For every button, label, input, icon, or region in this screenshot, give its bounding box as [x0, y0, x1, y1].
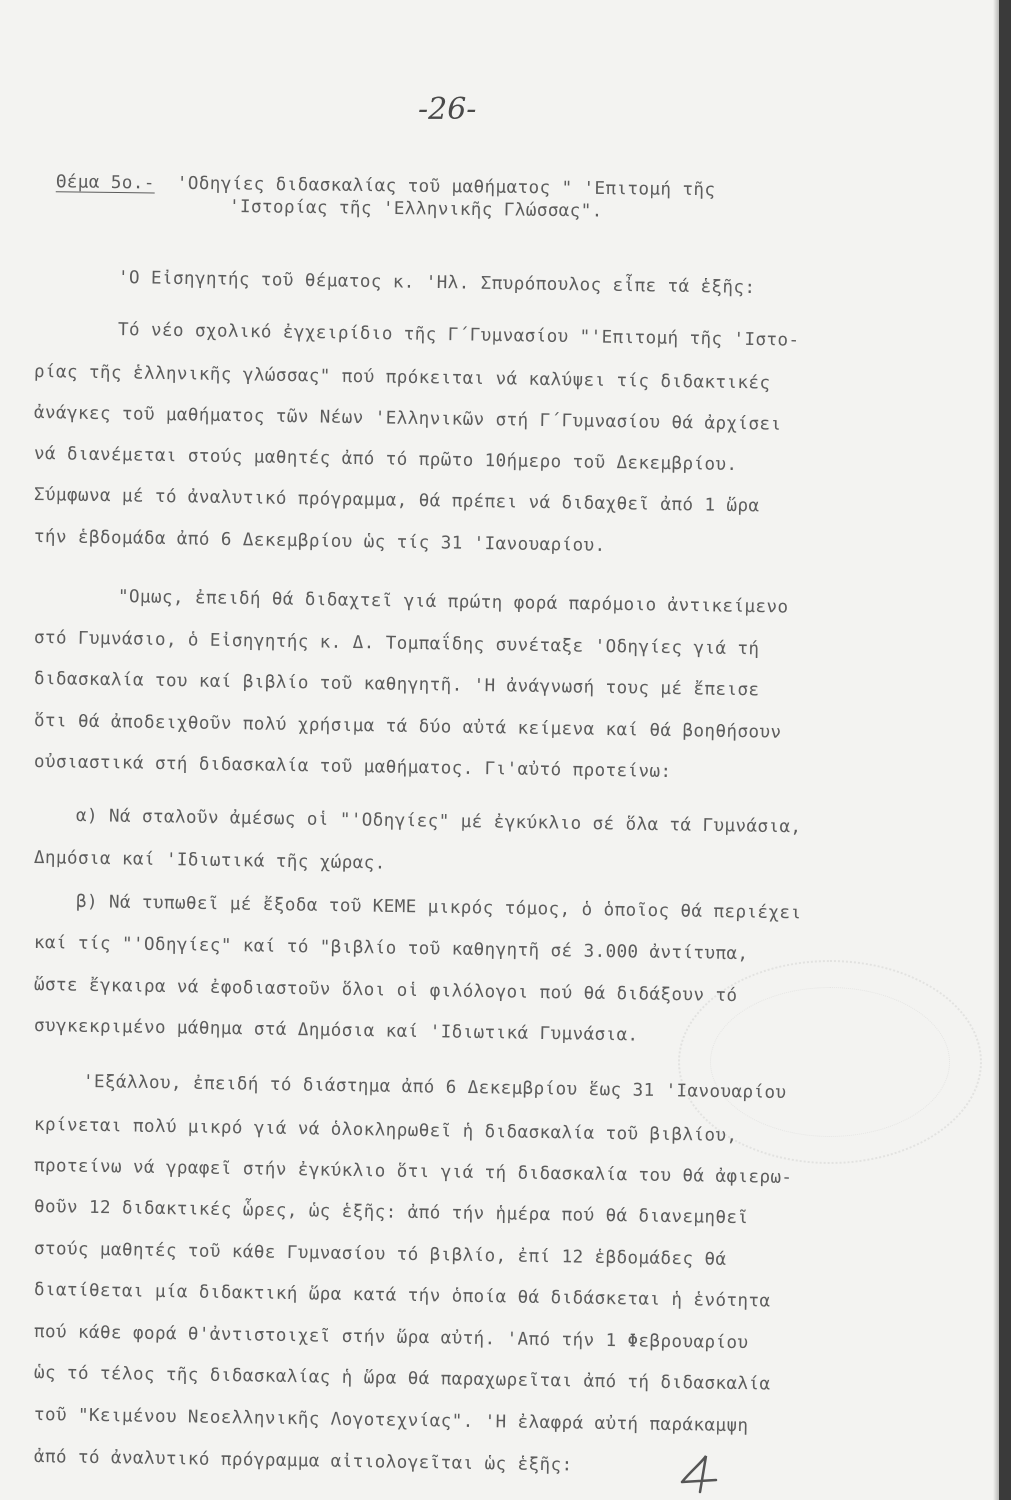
- body-line: προτείνω νά γραφεῖ στήν ἐγκύκλιο ὅτι γιά τή διδασκαλία του θά ἀφιερω-: [33, 1156, 793, 1188]
- body-line: συγκεκριμένο μάθημα στά Δημόσια καί 'Ιδιωτικά Γυμνάσια.: [33, 1016, 639, 1046]
- body-line: στούς μαθητές τοῦ κάθε Γυμνασίου τό βιβλίο, ἐπί 12 ἑβδομάδες θά: [33, 1239, 727, 1270]
- faded-stamp: [678, 960, 982, 1164]
- body-line: Τό νέο σχολικό ἐγχειρίδιο τῆς Γ΄Γυμνασίου "'Επιτομή τῆς 'Ιστο-: [117, 320, 800, 351]
- body-line: ὥστε ἔγκαιρα νά ἐφοδιαστοῦν ὅλοι οἱ φιλόλογοι πού θά διδάξουν τό: [33, 975, 738, 1007]
- theme-label: Θέμα 5ο.-: [55, 172, 155, 194]
- page-number: -26-: [418, 92, 477, 127]
- body-line: ὅτι θά ἀποδειχθοῦν πολύ χρήσιμα τά δύο αὐτά κείμενα καί θά βοηθήσουν: [33, 711, 782, 743]
- body-line: πού κάθε φορά θ'ἀντιστοιχεῖ στήν ὥρα αὐτή. 'Από τήν 1 Φεβρουαρίου: [33, 1322, 749, 1354]
- body-line: β) Νά τυπωθεῖ μέ ἔξοδα τοῦ ΚΕΜΕ μικρός τόμος, ὁ ὁποῖος θά περιέχει: [75, 892, 802, 924]
- body-line: ρίας τῆς ἑλληνικῆς γλώσσας" πού πρόκειται νά καλύψει τίς διδακτικές: [33, 362, 771, 394]
- body-line: τήν ἑβδομάδα ἀπό 6 Δεκεμβρίου ὡς τίς 31 'Ιανουαρίου.: [33, 527, 606, 556]
- heading-line-2: 'Ιστορίας τῆς 'Ελληνικῆς Γλώσσας".: [228, 197, 603, 222]
- body-line: ἀνάγκες τοῦ μαθήματος τῶν Νέων 'Ελληνικῶν στή Γ΄Γυμνασίου θά ἀρχίσει: [33, 403, 782, 435]
- body-line: ἀπό τό ἀναλυτικό πρόγραμμα αἰτιολογεῖται ὡς ἑξῆς:: [33, 1447, 573, 1476]
- body-line: ὡς τό τέλος τῆς διδασκαλίας ἡ ὥρα θά παραχωρεῖται ἀπό τή διδασκαλία: [33, 1363, 771, 1395]
- body-line: νά διανέμεται στούς μαθητές ἀπό τό πρῶτο 10ήμερο τοῦ Δεκεμβρίου.: [33, 444, 738, 476]
- body-line: 'Εξάλλου, ἐπειδή τό διάστημα ἀπό 6 Δεκεμβρίου ἕως 31 'Ιανουαρίου: [82, 1072, 787, 1104]
- body-line: στό Γυμνάσιο, ὁ Εἰσηγητής κ. Δ. Τομπαΐδης συνέταξε 'Οδηγίες γιά τή: [33, 628, 760, 660]
- scan-edge: [999, 0, 1011, 1500]
- body-line: Σύμφωνα μέ τό ἀναλυτικό πρόγραμμα, θά πρέπει νά διδαχθεῖ ἀπό 1 ὥρα: [33, 485, 760, 517]
- body-line: Δημόσια καί 'Ιδιωτικά τῆς χώρας.: [33, 848, 386, 874]
- heading-title: 'Οδηγίες διδασκαλίας τοῦ μαθήματος " 'Επιτομή τῆς: [176, 173, 716, 201]
- body-line: καί τίς "'Οδηγίες" καί τό "βιβλίο τοῦ καθηγητῆ σέ 3.000 ἀντίτυπα,: [33, 933, 749, 965]
- heading-line-1: [34, 152, 716, 200]
- body-line: οὐσιαστικά στή διδασκαλία τοῦ μαθήματος. Γι'αὐτό προτείνω:: [33, 752, 672, 783]
- body-line: διατίθεται μία διδακτική ὥρα κατά τήν ὁποία θά διδάσκεται ἡ ἑνότητα: [33, 1280, 771, 1312]
- body-line: κρίνεται πολύ μικρό γιά νά ὁλοκληρωθεῖ ἡ διδασκαλία τοῦ βιβλίου,: [33, 1115, 738, 1147]
- handwritten-mark-icon: [676, 1452, 724, 1500]
- body-line: διδασκαλία του καί βιβλίο τοῦ καθηγητῆ. 'Η ἀνάγνωσή τους μέ ἔπεισε: [33, 669, 760, 701]
- body-line: α) Νά σταλοῦν ἀμέσως οἱ "'Οδηγίες" μέ ἐγκύκλιο σέ ὅλα τά Γυμνάσια,: [75, 806, 802, 838]
- body-line: θοῦν 12 διδακτικές ὧρες, ὡς ἑξῆς: ἀπό τήν ἡμέρα πού θά διανεμηθεῖ: [33, 1197, 749, 1229]
- body-line: τοῦ "Κειμένου Νεοελληνικῆς Λογοτεχνίας". 'Η ἐλαφρά αὐτή παράκαμψη: [33, 1405, 749, 1437]
- body-line: 'Ο Εἰσηγητής τοῦ θέματος κ. 'Ηλ. Σπυρόπουλος εἶπε τά ἑξῆς:: [117, 268, 756, 299]
- body-line: "Ομως, ἐπειδή θά διδαχτεῖ γιά πρώτη φορά παρόμοιο ἀντικείμενο: [117, 587, 789, 618]
